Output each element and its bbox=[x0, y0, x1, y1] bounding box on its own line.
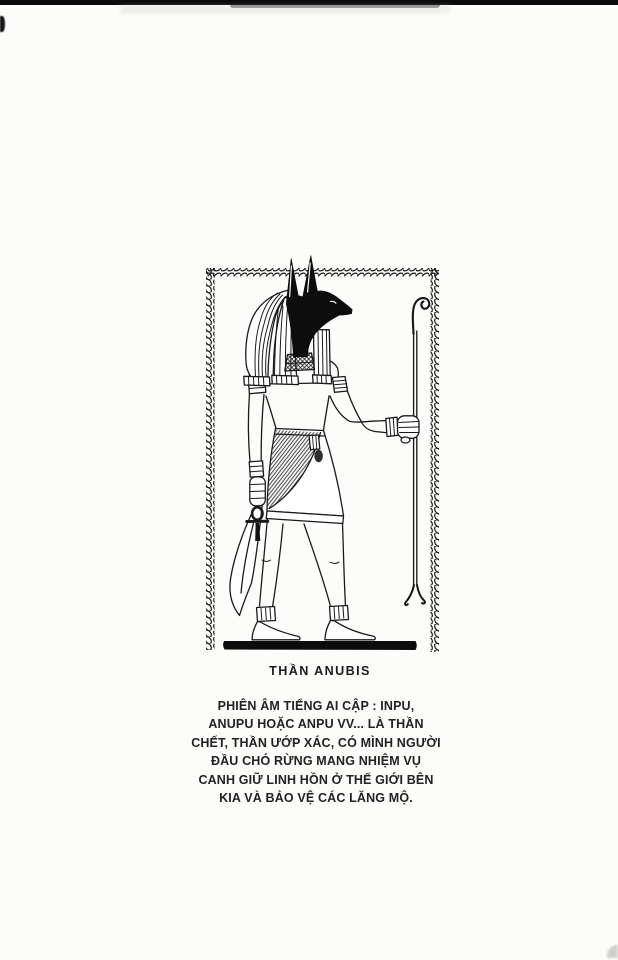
back-leg bbox=[252, 518, 300, 640]
torso bbox=[249, 358, 338, 431]
description-line: KIA VÀ BẢO VỆ CÁC LĂNG MỘ. bbox=[219, 791, 413, 806]
scan-artifact-top bbox=[120, 6, 450, 13]
right-arm bbox=[330, 377, 419, 444]
description-line: ANUPU HOẶC ANPU VV... LÀ THẦN bbox=[208, 717, 424, 732]
description-line: CANH GIỮ LINH HỒN Ở THẾ GIỚI BÊN bbox=[198, 772, 434, 787]
ankh-icon bbox=[247, 507, 268, 541]
scan-artifact-left bbox=[0, 16, 5, 32]
illustration-caption: THẦN ANUBIS bbox=[269, 664, 371, 678]
description-line: PHIÊN ÂM TIẾNG AI CẬP : INPU, bbox=[217, 699, 415, 713]
scan-artifact-corner bbox=[607, 945, 618, 958]
description-line: ĐẦU CHÓ RỪNG MANG NHIỆM VỤ bbox=[210, 754, 422, 769]
ground-line bbox=[223, 641, 417, 650]
jackal-head bbox=[286, 256, 352, 357]
striped-wig bbox=[244, 289, 332, 386]
left-arm bbox=[247, 378, 268, 541]
front-leg bbox=[304, 523, 375, 640]
eye bbox=[331, 301, 337, 303]
description-text bbox=[16, 697, 616, 807]
usekh-collar bbox=[285, 353, 315, 371]
rope-border-frame bbox=[206, 268, 439, 652]
page-top-edge bbox=[0, 0, 618, 5]
belt-knot bbox=[309, 435, 323, 462]
shendyt-kilt bbox=[266, 429, 343, 524]
tail bbox=[230, 496, 263, 616]
was-scepter-staff bbox=[405, 298, 429, 605]
anubis-figure bbox=[230, 256, 419, 640]
description-line: CHẾT, THẦN ƯỚP XÁC, CÓ MÌNH NGƯỜI bbox=[191, 735, 441, 750]
